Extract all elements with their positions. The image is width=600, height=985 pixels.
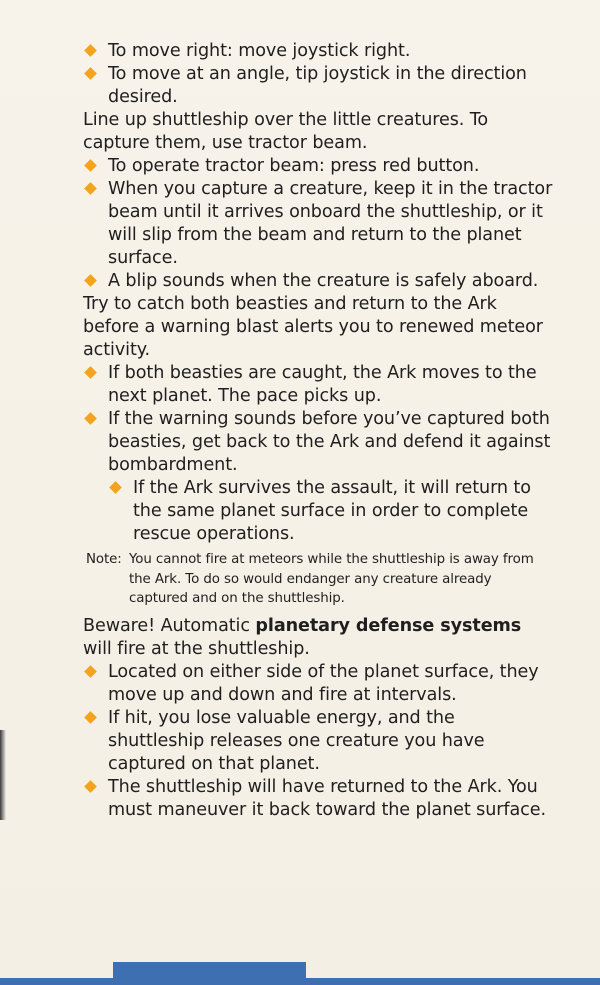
- footer-bar: [0, 978, 600, 985]
- list-item: If both beasties are caught, the Ark moves to the next planet. The pace picks up.: [83, 362, 553, 408]
- diamond-bullet-icon: [84, 182, 97, 195]
- note-text: You cannot fire at meteors while the shuttleship is away from the Ark. To do so would endanger any creature already captured and on the shuttleship.: [129, 552, 534, 606]
- list-item: Located on either side of the planet surface, they move up and down and fire at intervals.: [83, 661, 553, 707]
- diamond-bullet-icon: [84, 780, 97, 793]
- sub-list-item: If the Ark survives the assault, it will return to the same planet surface in order to complete rescue operations.: [108, 477, 553, 546]
- list-item: If the warning sounds before you’ve captured both beasties, get back to the Ark and defend it against bombardment.: [83, 408, 553, 477]
- emphasis: planetary defense systems: [255, 615, 522, 636]
- paragraph: Line up shuttleship over the little creatures. To capture them, use tractor beam.: [83, 110, 489, 153]
- list-item: A blip sounds when the creature is safely aboard.: [83, 270, 553, 293]
- list-item: To move right: move joystick right.: [83, 40, 553, 63]
- diamond-bullet-icon: [84, 159, 97, 172]
- list-item: If hit, you lose valuable energy, and the shuttleship releases one creature you have captured on that planet.: [83, 707, 553, 776]
- list-item: To operate tractor beam: press red button.: [83, 155, 553, 178]
- binding-shadow: [0, 730, 6, 820]
- diamond-bullet-icon: [84, 274, 97, 287]
- list-item: When you capture a creature, keep it in the tractor beam until it arrives onboard the shuttleship, or it will slip from the beam and return to the planet surface.: [83, 178, 553, 270]
- list-item: The shuttleship will have returned to the Ark. You must maneuver it back toward the planet surface.: [83, 776, 553, 822]
- instructions-text: [83, 40, 553, 822]
- diamond-bullet-icon: [84, 412, 97, 425]
- note-label: Note:: [86, 552, 122, 567]
- diamond-bullet-icon: [109, 481, 122, 494]
- diamond-bullet-icon: [84, 366, 97, 379]
- diamond-bullet-icon: [84, 665, 97, 678]
- note: [83, 550, 553, 609]
- paragraph: Beware! Automatic planetary defense systems will fire at the shuttleship.: [83, 615, 522, 659]
- list-item: To move at an angle, tip joystick in the direction desired.: [83, 63, 553, 109]
- paragraph: Try to catch both beasties and return to the Ark before a warning blast alerts you to renewed meteor activity.: [83, 294, 543, 360]
- diamond-bullet-icon: [84, 711, 97, 724]
- diamond-bullet-icon: [84, 67, 97, 80]
- diamond-bullet-icon: [84, 44, 97, 57]
